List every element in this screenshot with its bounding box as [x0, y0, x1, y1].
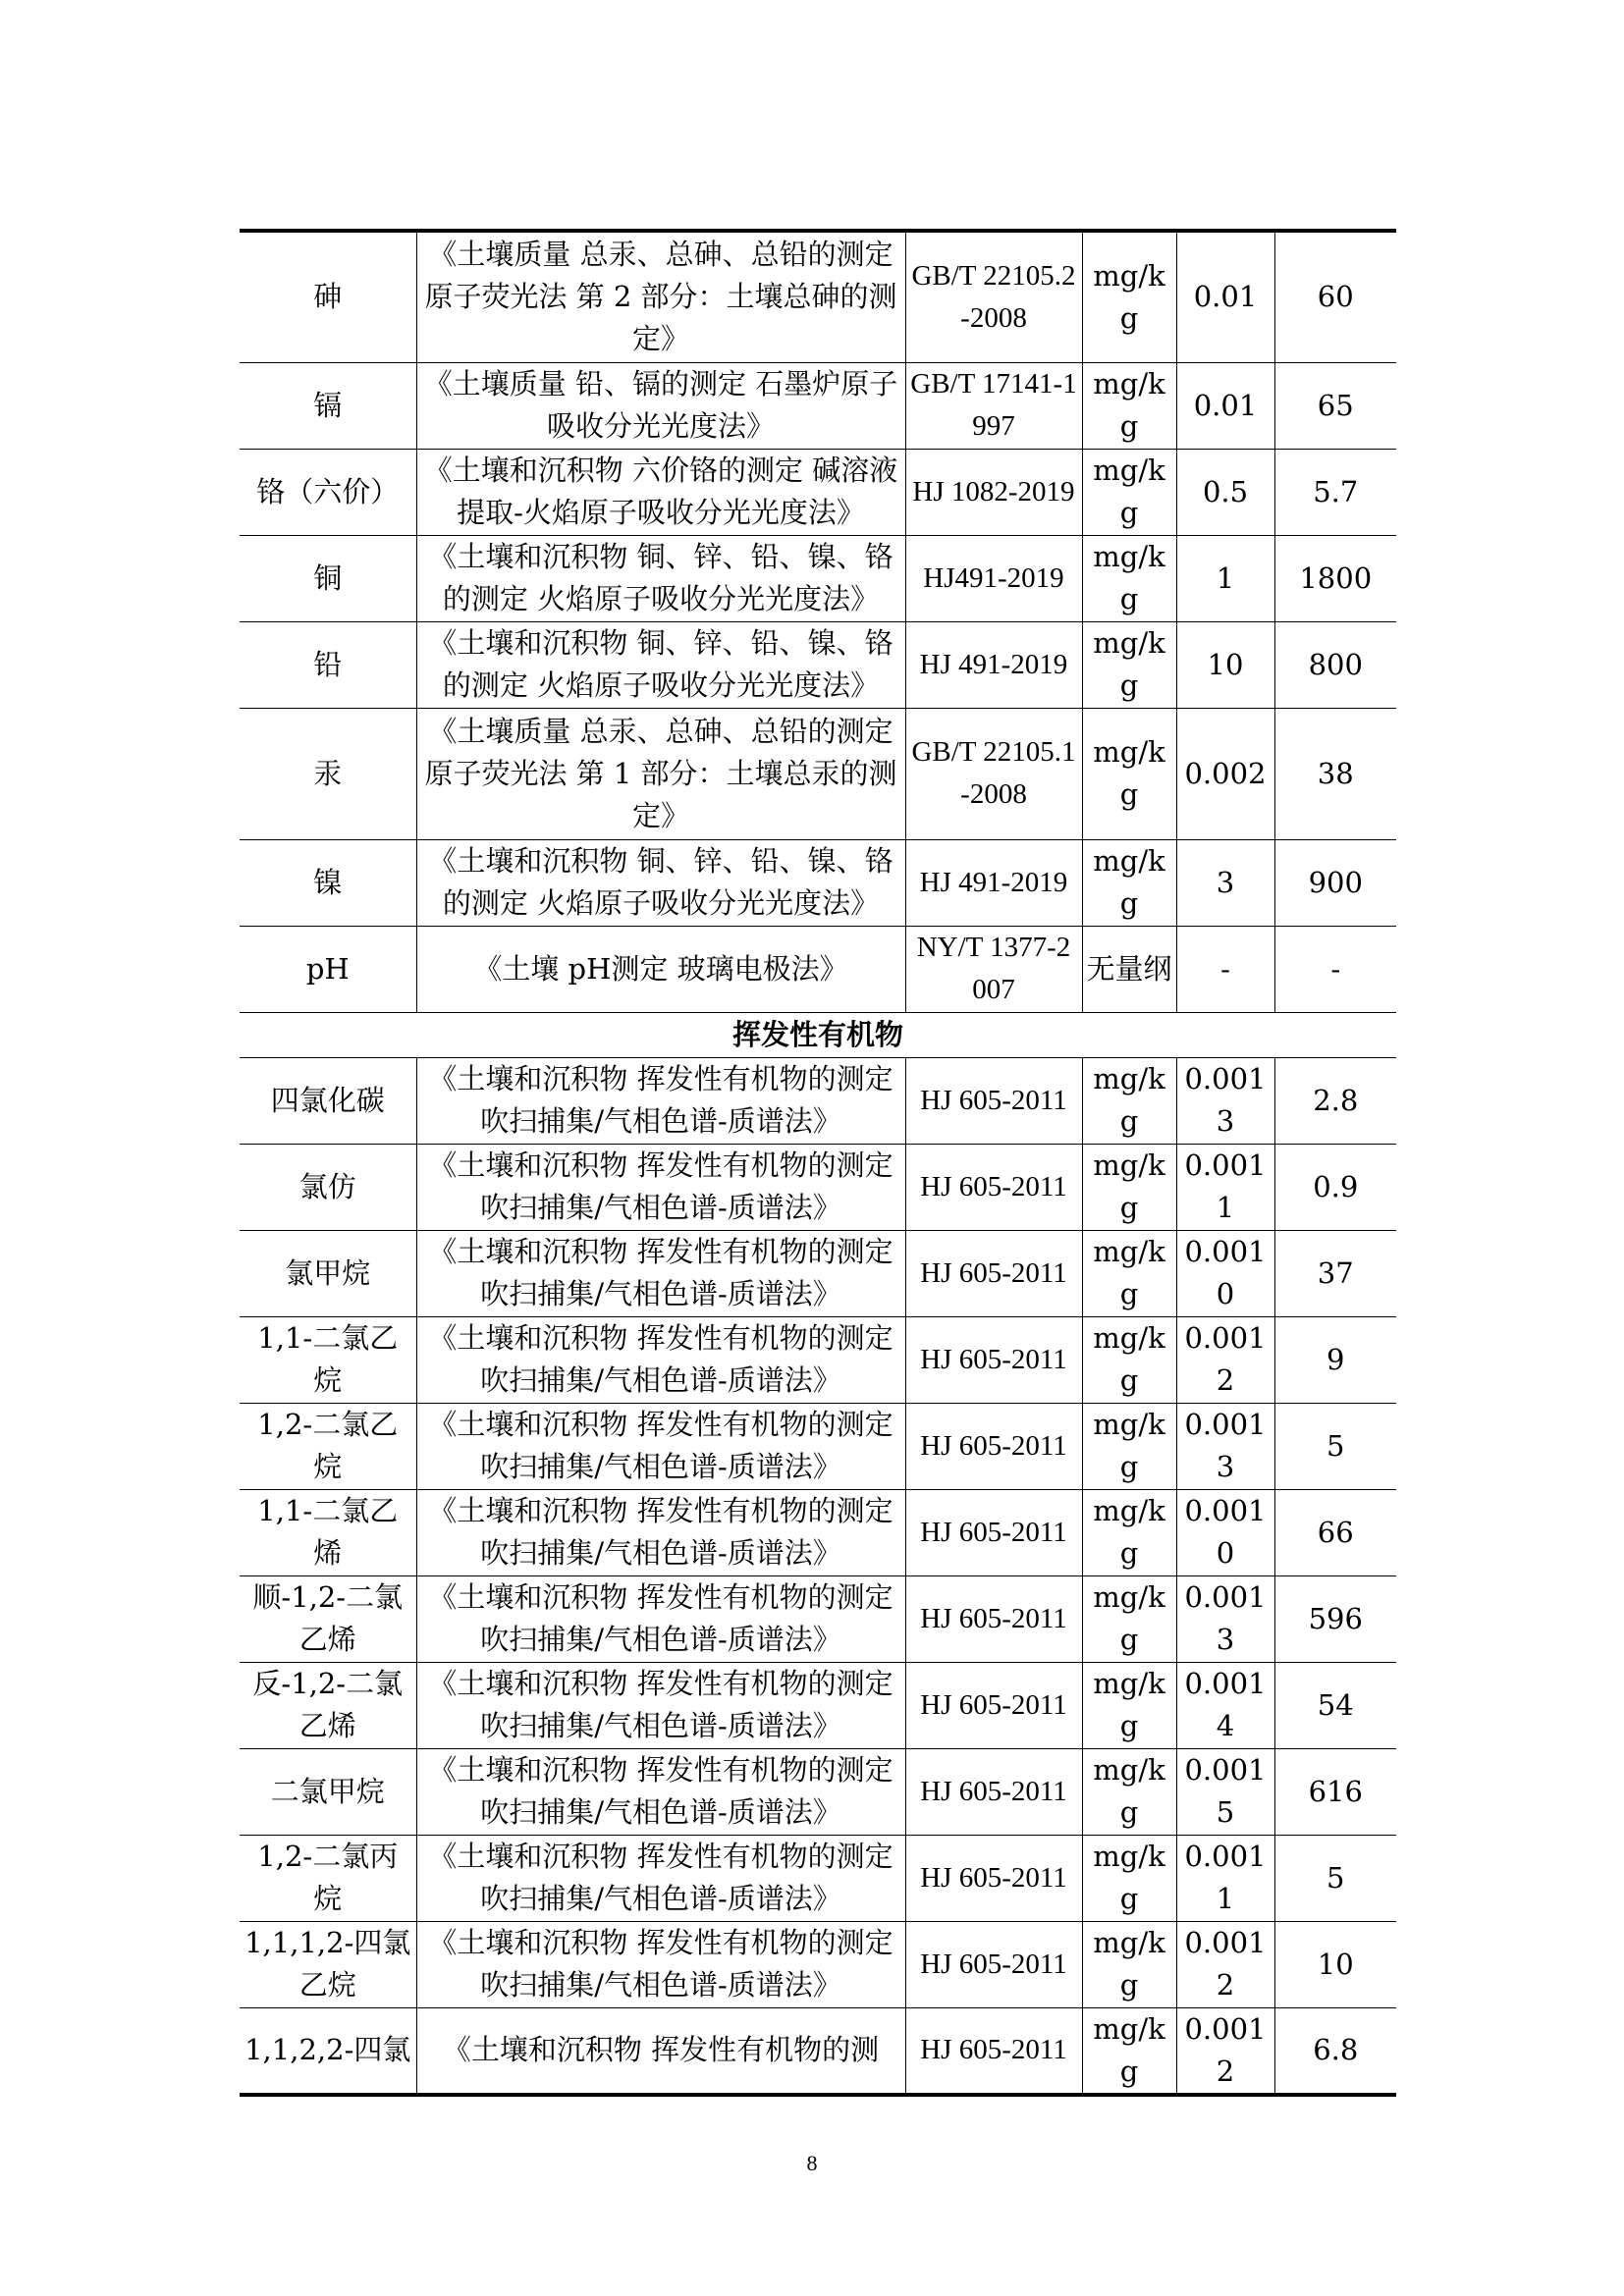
- item-cell: 二氯甲烷: [240, 1748, 416, 1835]
- table-row: [240, 1144, 1396, 1230]
- unit-cell: mg/kg: [1082, 621, 1176, 708]
- detection-limit-cell: 3: [1176, 839, 1274, 926]
- screening-value-cell: 5.7: [1274, 449, 1396, 535]
- unit-cell: mg/kg: [1082, 535, 1176, 621]
- detection-limit-cell: 0.0012: [1176, 1921, 1274, 2007]
- method-cell: 《土壤和沉积物 挥发性有机物的测定 吹扫捕集/气相色谱-质谱法》: [416, 1316, 905, 1403]
- screening-value-cell: -: [1274, 926, 1396, 1012]
- table-row: [240, 1316, 1396, 1403]
- table-row: [240, 1575, 1396, 1662]
- method-cell: 《土壤和沉积物 挥发性有机物的测定 吹扫捕集/气相色谱-质谱法》: [416, 1921, 905, 2007]
- detection-limit-cell: 1: [1176, 535, 1274, 621]
- standards-table: [240, 229, 1396, 2097]
- detection-limit-cell: 0.0011: [1176, 1835, 1274, 1921]
- item-cell: 氯仿: [240, 1144, 416, 1230]
- detection-limit-cell: 0.0012: [1176, 1316, 1274, 1403]
- standard-cell: HJ 491-2019: [905, 621, 1082, 708]
- table-row: [240, 926, 1396, 1012]
- method-cell: 《土壤和沉积物 挥发性有机物的测定 吹扫捕集/气相色谱-质谱法》: [416, 1835, 905, 1921]
- standard-cell: HJ 605-2011: [905, 1230, 1082, 1316]
- screening-value-cell: 6.8: [1274, 2007, 1396, 2095]
- standard-cell: HJ 605-2011: [905, 1662, 1082, 1748]
- unit-cell: mg/kg: [1082, 1662, 1176, 1748]
- detection-limit-cell: 0.002: [1176, 708, 1274, 839]
- detection-limit-cell: 0.0010: [1176, 1230, 1274, 1316]
- unit-cell: mg/kg: [1082, 839, 1176, 926]
- table-row: [240, 362, 1396, 449]
- standard-cell: HJ 605-2011: [905, 1316, 1082, 1403]
- screening-value-cell: 800: [1274, 621, 1396, 708]
- standard-cell: HJ 605-2011: [905, 2007, 1082, 2095]
- item-cell: 铜: [240, 535, 416, 621]
- table-row: [240, 1230, 1396, 1316]
- method-cell: 《土壤和沉积物 铜、锌、铅、镍、铬的测定 火焰原子吸收分光光度法》: [416, 535, 905, 621]
- screening-value-cell: 66: [1274, 1489, 1396, 1575]
- unit-cell: mg/kg: [1082, 1316, 1176, 1403]
- table-row: [240, 1748, 1396, 1835]
- screening-value-cell: 60: [1274, 231, 1396, 362]
- unit-cell: mg/kg: [1082, 1230, 1176, 1316]
- unit-cell: mg/kg: [1082, 1748, 1176, 1835]
- detection-limit-cell: 0.0015: [1176, 1748, 1274, 1835]
- table-row: [240, 1489, 1396, 1575]
- item-cell: 反-1,2-二氯乙烯: [240, 1662, 416, 1748]
- table-row: [240, 1662, 1396, 1748]
- method-cell: 《土壤 pH测定 玻璃电极法》: [416, 926, 905, 1012]
- item-cell: 镍: [240, 839, 416, 926]
- unit-cell: mg/kg: [1082, 1835, 1176, 1921]
- standard-cell: HJ 605-2011: [905, 1144, 1082, 1230]
- standard-cell: HJ 491-2019: [905, 839, 1082, 926]
- detection-limit-cell: 0.0014: [1176, 1662, 1274, 1748]
- standard-cell: HJ 605-2011: [905, 1057, 1082, 1144]
- method-cell: 《土壤和沉积物 铜、锌、铅、镍、铬的测定 火焰原子吸收分光光度法》: [416, 839, 905, 926]
- screening-value-cell: 2.8: [1274, 1057, 1396, 1144]
- unit-cell: mg/kg: [1082, 1921, 1176, 2007]
- item-cell: 1,1-二氯乙烯: [240, 1489, 416, 1575]
- item-cell: 汞: [240, 708, 416, 839]
- section-title: 挥发性有机物: [240, 1012, 1396, 1057]
- screening-value-cell: 37: [1274, 1230, 1396, 1316]
- item-cell: 1,1-二氯乙烷: [240, 1316, 416, 1403]
- table-row: [240, 1057, 1396, 1144]
- item-cell: 1,1,2,2-四氯: [240, 2007, 416, 2095]
- item-cell: 铅: [240, 621, 416, 708]
- standard-cell: HJ 1082-2019: [905, 449, 1082, 535]
- screening-value-cell: 596: [1274, 1575, 1396, 1662]
- standard-cell: HJ 605-2011: [905, 1748, 1082, 1835]
- standard-cell: HJ 605-2011: [905, 1575, 1082, 1662]
- item-cell: 氯甲烷: [240, 1230, 416, 1316]
- table-row: [240, 621, 1396, 708]
- item-cell: 1,2-二氯乙烷: [240, 1403, 416, 1489]
- detection-limit-cell: 0.5: [1176, 449, 1274, 535]
- item-cell: 1,1,1,2-四氯乙烷: [240, 1921, 416, 2007]
- table-row: [240, 231, 1396, 362]
- unit-cell: mg/kg: [1082, 2007, 1176, 2095]
- method-cell: 《土壤和沉积物 挥发性有机物的测定 吹扫捕集/气相色谱-质谱法》: [416, 1662, 905, 1748]
- method-cell: 《土壤和沉积物 铜、锌、铅、镍、铬的测定 火焰原子吸收分光光度法》: [416, 621, 905, 708]
- table-row: [240, 1403, 1396, 1489]
- screening-value-cell: 38: [1274, 708, 1396, 839]
- item-cell: 砷: [240, 231, 416, 362]
- table-row: [240, 535, 1396, 621]
- method-cell: 《土壤质量 铅、镉的测定 石墨炉原子吸收分光光度法》: [416, 362, 905, 449]
- standard-cell: HJ491-2019: [905, 535, 1082, 621]
- screening-value-cell: 54: [1274, 1662, 1396, 1748]
- detection-limit-cell: 0.01: [1176, 362, 1274, 449]
- standard-cell: NY/T 1377-2007: [905, 926, 1082, 1012]
- screening-value-cell: 65: [1274, 362, 1396, 449]
- item-cell: pH: [240, 926, 416, 1012]
- table-row: [240, 449, 1396, 535]
- unit-cell: mg/kg: [1082, 231, 1176, 362]
- unit-cell: mg/kg: [1082, 449, 1176, 535]
- method-cell: 《土壤和沉积物 挥发性有机物的测定 吹扫捕集/气相色谱-质谱法》: [416, 1403, 905, 1489]
- method-cell: 《土壤质量 总汞、总砷、总铅的测定 原子荧光法 第 1 部分：土壤总汞的测定》: [416, 708, 905, 839]
- standard-cell: GB/T 22105.1-2008: [905, 708, 1082, 839]
- table-row: [240, 708, 1396, 839]
- standard-cell: HJ 605-2011: [905, 1403, 1082, 1489]
- method-cell: 《土壤和沉积物 挥发性有机物的测定 吹扫捕集/气相色谱-质谱法》: [416, 1748, 905, 1835]
- unit-cell: 无量纲: [1082, 926, 1176, 1012]
- method-cell: 《土壤和沉积物 挥发性有机物的测定 吹扫捕集/气相色谱-质谱法》: [416, 1489, 905, 1575]
- detection-limit-cell: 0.0010: [1176, 1489, 1274, 1575]
- unit-cell: mg/kg: [1082, 708, 1176, 839]
- standard-cell: GB/T 17141-1997: [905, 362, 1082, 449]
- page-number: 8: [806, 2151, 818, 2175]
- method-cell: 《土壤和沉积物 挥发性有机物的测定 吹扫捕集/气相色谱-质谱法》: [416, 1230, 905, 1316]
- item-cell: 四氯化碳: [240, 1057, 416, 1144]
- detection-limit-cell: 0.0012: [1176, 2007, 1274, 2095]
- table-row: [240, 839, 1396, 926]
- detection-limit-cell: 10: [1176, 621, 1274, 708]
- screening-value-cell: 10: [1274, 1921, 1396, 2007]
- unit-cell: mg/kg: [1082, 1575, 1176, 1662]
- method-cell: 《土壤和沉积物 挥发性有机物的测定 吹扫捕集/气相色谱-质谱法》: [416, 1144, 905, 1230]
- standard-cell: GB/T 22105.2-2008: [905, 231, 1082, 362]
- screening-value-cell: 616: [1274, 1748, 1396, 1835]
- method-cell: 《土壤和沉积物 六价铬的测定 碱溶液提取-火焰原子吸收分光光度法》: [416, 449, 905, 535]
- item-cell: 1,2-二氯丙烷: [240, 1835, 416, 1921]
- detection-limit-cell: 0.0013: [1176, 1575, 1274, 1662]
- item-cell: 顺-1,2-二氯乙烯: [240, 1575, 416, 1662]
- screening-value-cell: 9: [1274, 1316, 1396, 1403]
- item-cell: 铬（六价）: [240, 449, 416, 535]
- screening-value-cell: 0.9: [1274, 1144, 1396, 1230]
- detection-limit-cell: 0.01: [1176, 231, 1274, 362]
- method-cell: 《土壤和沉积物 挥发性有机物的测定 吹扫捕集/气相色谱-质谱法》: [416, 1057, 905, 1144]
- table-row: [240, 2007, 1396, 2095]
- section-row: [240, 1012, 1396, 1057]
- detection-limit-cell: 0.0013: [1176, 1403, 1274, 1489]
- table-row: [240, 1921, 1396, 2007]
- standard-cell: HJ 605-2011: [905, 1489, 1082, 1575]
- item-cell: 镉: [240, 362, 416, 449]
- screening-value-cell: 5: [1274, 1403, 1396, 1489]
- unit-cell: mg/kg: [1082, 1403, 1176, 1489]
- method-cell: 《土壤和沉积物 挥发性有机物的测: [416, 2007, 905, 2095]
- unit-cell: mg/kg: [1082, 1057, 1176, 1144]
- method-cell: 《土壤质量 总汞、总砷、总铅的测定 原子荧光法 第 2 部分：土壤总砷的测定》: [416, 231, 905, 362]
- unit-cell: mg/kg: [1082, 1489, 1176, 1575]
- detection-limit-cell: 0.0013: [1176, 1057, 1274, 1144]
- detection-limit-cell: 0.0011: [1176, 1144, 1274, 1230]
- screening-value-cell: 1800: [1274, 535, 1396, 621]
- screening-value-cell: 900: [1274, 839, 1396, 926]
- method-cell: 《土壤和沉积物 挥发性有机物的测定 吹扫捕集/气相色谱-质谱法》: [416, 1575, 905, 1662]
- standard-cell: HJ 605-2011: [905, 1921, 1082, 2007]
- table-row: [240, 1835, 1396, 1921]
- standard-cell: HJ 605-2011: [905, 1835, 1082, 1921]
- screening-value-cell: 5: [1274, 1835, 1396, 1921]
- unit-cell: mg/kg: [1082, 1144, 1176, 1230]
- unit-cell: mg/kg: [1082, 362, 1176, 449]
- detection-limit-cell: -: [1176, 926, 1274, 1012]
